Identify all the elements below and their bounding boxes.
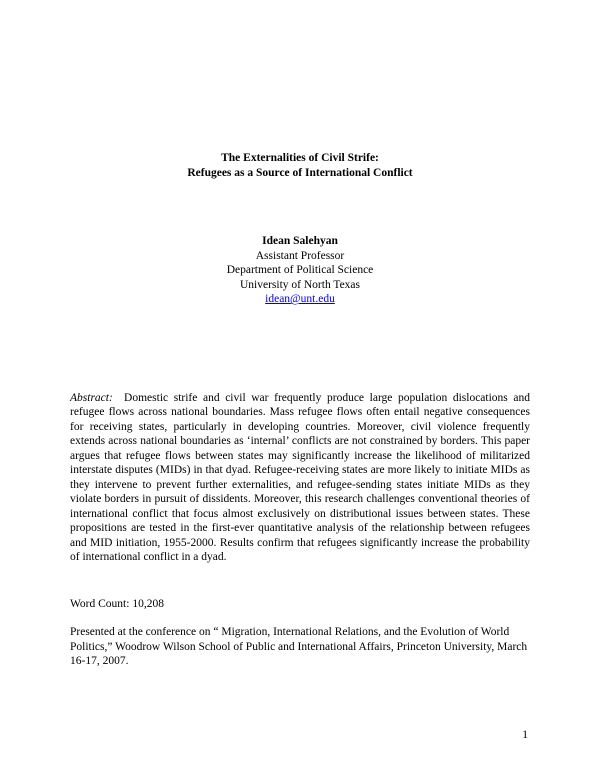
author-university: University of North Texas [239, 278, 361, 291]
author-block [0, 234, 600, 307]
author-email-link[interactable]: idean@unt.edu [265, 293, 335, 305]
abstract [70, 391, 530, 564]
title-line-1: The Externalities of Civil Strife: [221, 152, 379, 164]
paper-title [0, 151, 600, 181]
author-name: Idean Salehyan [262, 235, 338, 247]
author-position: Assistant Professor [255, 249, 345, 262]
author-department: Department of Political Science [226, 264, 374, 276]
page-number: 1 [522, 729, 528, 741]
presentation-note: Presented at the conference on “ Migration, International Relations, and the Evolution of World Politics,” Woodrow Wilson School of Public and International Affairs, Princeton University, March 16-17, 2007. [70, 626, 528, 667]
abstract-label: Abstract: [70, 392, 113, 404]
abstract-text: Domestic strife and civil war frequently produce large population dislocations and refugee flows across national boundaries. Mass refugee flows often entail negative consequences for receiving states, particularly in developing countries. Moreover, civil violence frequently extends across national boundaries as ‘internal’ conflicts are not constrained by borders. This paper argues that refugee flows between states may significantly increase the likelihood of militarized interstate disputes (MIDs) in that dyad. Refugee-receiving states are more likely to initiate MIDs as they intervene to prevent further externalities, and refugee-sending states initiate MIDs as they violate borders in pursuit of dissidents. Moreover, this research challenges conventional theories of international conflict that focus almost exclusively on distributional issues between states. These propositions are tested in the first-ever quantitative analysis of the relationship between refugees and MID initiation, 1955-2000. Results confirm that refugees significantly increase the probability of international conflict in a dyad. [70, 392, 530, 563]
title-line-2: Refugees as a Source of International Conflict [187, 167, 413, 179]
word-count: Word Count: 10,208 [70, 598, 164, 610]
